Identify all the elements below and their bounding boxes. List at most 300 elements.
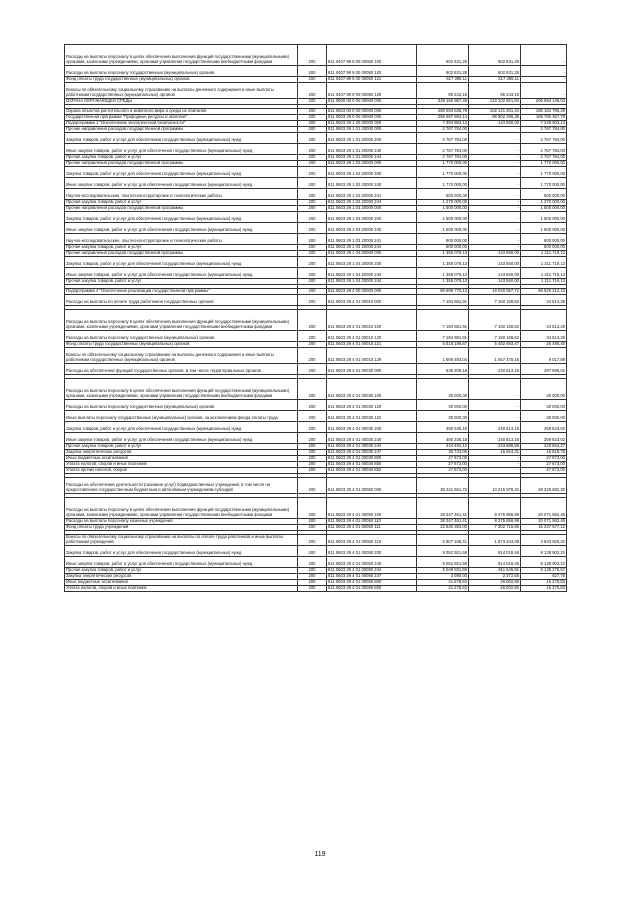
executed-amount-cell: -: [469, 206, 521, 212]
executed-amount-cell: 1 657 475,15: [469, 348, 521, 364]
approved-amount-cell: 480 335,18: [417, 433, 469, 444]
approved-amount-cell: 27 873,00: [417, 462, 469, 468]
budget-classification-code-cell: 811 0603 29 1 02 20000 241: [327, 189, 417, 200]
budget-classification-code-cell: 811 0603 29 4 01 00050 247: [327, 574, 417, 580]
admin-code-cell: 200: [298, 109, 327, 115]
executed-amount-cell: 123 102 821,84: [469, 99, 521, 105]
executed-amount-cell: -: [469, 411, 521, 422]
approved-amount-cell: 9 052 921,68: [417, 546, 469, 557]
budget-expenditure-table: [64, 44, 567, 592]
budget-classification-code-cell: 811 0603 29 1 01 20000 240: [327, 144, 417, 155]
budget-report-sheet: [64, 44, 566, 592]
approved-amount-cell: 5 518 188,67: [417, 342, 469, 348]
row-name-cell: Закупка энергетических ресурсов: [65, 574, 298, 580]
budget-classification-code-cell: 811 0600 00 0 00 00000 000: [327, 99, 417, 105]
admin-code-cell: 200: [298, 155, 327, 161]
unexecuted-amount-cell: 28 225 682,30: [521, 478, 567, 494]
table-row: [65, 331, 567, 342]
executed-amount-cell: 26 002,80: [469, 580, 521, 586]
admin-code-cell: 200: [298, 234, 327, 245]
table-row: [65, 546, 567, 557]
row-name-cell: Закупка товаров, работ и услуг для обеспечения государственных (муниципальных) нужд: [65, 133, 298, 144]
budget-classification-code-cell: 811 0603 29 4 01 00030 100: [327, 379, 417, 400]
admin-code-cell: 200: [298, 200, 327, 206]
row-name-cell: Иные выплаты персоналу государственных (муниципальных) органов, за исключением фонда оплаты труда: [65, 411, 298, 422]
row-name-cell: Расходы на выплаты по оплате труда работников государственных органов: [65, 295, 298, 306]
budget-classification-code-cell: 811 0603 29 1 03 20000 000: [327, 206, 417, 212]
row-name-cell: Расходы на выплаты персоналу в целях обеспечения выполнения функций государственными (муниципальными) органами, казенными учреждениями, органами управления государственными внебюджетными фондами: [65, 45, 298, 66]
approved-amount-cell: 900 000,00: [417, 234, 469, 245]
row-name-cell: Прочие направления расходов государственной программы: [65, 127, 298, 133]
row-name-cell: Расходы на выплаты персоналу государственных (муниципальных) органов: [65, 66, 298, 77]
budget-classification-code-cell: 811 0603 29 1 02 20000 244: [327, 200, 417, 206]
budget-classification-code-cell: 811 0407 99 9 00 00050 121: [327, 77, 417, 83]
row-name-cell: Прочая закупка товаров, работ и услуг: [65, 279, 298, 285]
unexecuted-amount-cell: 4 833 925,32: [521, 535, 567, 546]
admin-code-cell: 200: [298, 568, 327, 574]
row-name-cell: Взносы по обязательному социальному страхованию на выплаты денежного содержания и иные выплаты работникам государственных (муниципальных) органов: [65, 348, 298, 364]
admin-code-cell: 200: [298, 289, 327, 295]
approved-amount-cell: 1 355 079,13: [417, 251, 469, 257]
approved-amount-cell: 1 770 000,00: [417, 161, 469, 167]
approved-amount-cell: 85 243,18: [417, 83, 469, 99]
approved-amount-cell: 1 355 079,13: [417, 279, 469, 285]
approved-amount-cell: 266 587 694,14: [417, 115, 469, 121]
table-row: [65, 557, 567, 568]
row-name-cell: Фонд оплаты труда учреждений: [65, 525, 298, 531]
budget-classification-code-cell: 811 0603 29 1 02 20000 000: [327, 161, 417, 167]
admin-code-cell: 200: [298, 364, 327, 375]
admin-code-cell: 200: [298, 268, 327, 279]
approved-amount-cell: 89 699 770,13: [417, 289, 469, 295]
approved-amount-cell: 1 500 000,00: [417, 206, 469, 212]
budget-classification-code-cell: 811 0603 29 4 01 00030 850: [327, 462, 417, 468]
table-row: [65, 535, 567, 546]
budget-classification-code-cell: 811 0407 99 9 00 00050 100: [327, 45, 417, 66]
row-name-cell: ОХРАНА ОКРУЖАЮЩЕЙ СРЕДЫ: [65, 99, 298, 105]
unexecuted-amount-cell: 1 770 000,00: [521, 178, 567, 189]
unexecuted-amount-cell: -: [521, 77, 567, 83]
admin-code-cell: 200: [298, 331, 327, 342]
unexecuted-amount-cell: -: [521, 66, 567, 77]
budget-classification-code-cell: 811 0603 29 1 01 20000 000: [327, 127, 417, 133]
unexecuted-amount-cell: 500 000,00: [521, 189, 567, 200]
table-row: [65, 364, 567, 375]
admin-code-cell: 200: [298, 586, 327, 592]
budget-classification-code-cell: 811 0603 29 4 01 00050 119: [327, 535, 417, 546]
admin-code-cell: 200: [298, 223, 327, 234]
budget-classification-code-cell: 811 0407 99 9 00 00050 120: [327, 66, 417, 77]
unexecuted-amount-cell: 1 770 000,00: [521, 167, 567, 178]
unexecuted-amount-cell: 1 211 719,13: [521, 251, 567, 257]
budget-classification-code-cell: 811 0603 29 1 04 20000 000: [327, 251, 417, 257]
approved-amount-cell: 1 770 000,00: [417, 178, 469, 189]
table-row: [65, 234, 567, 245]
executed-amount-cell: 517 388,11: [469, 77, 521, 83]
row-name-cell: Расходы на выплаты персоналу казенных учреждений: [65, 519, 298, 525]
table-row: [65, 144, 567, 155]
admin-code-cell: 200: [298, 478, 327, 494]
admin-code-cell: 200: [298, 348, 327, 364]
budget-classification-code-cell: 811 0603 29 1 00 00000 000: [327, 121, 417, 127]
table-row: [65, 433, 567, 444]
approved-amount-cell: 7 184 681,91: [417, 331, 469, 342]
admin-code-cell: 200: [298, 546, 327, 557]
approved-amount-cell: 7 394 883,13: [417, 121, 469, 127]
executed-amount-cell: -: [469, 161, 521, 167]
unexecuted-amount-cell: 27 873,00: [521, 456, 567, 462]
page-number: 119: [314, 851, 326, 858]
row-name-cell: Иные закупки товаров, работ и услуг для обеспечения государственных (муниципальных) нужд: [65, 144, 298, 155]
executed-amount-cell: -: [469, 144, 521, 155]
table-row: [65, 478, 567, 494]
unexecuted-amount-cell: 169 785 367,79: [521, 115, 567, 121]
admin-code-cell: 200: [298, 411, 327, 422]
unexecuted-amount-cell: 15 237 577,12: [521, 525, 567, 531]
executed-amount-cell: -: [469, 245, 521, 251]
admin-code-cell: 200: [298, 212, 327, 223]
row-name-cell: Расходы на выплаты персоналу в целях обеспечения выполнения функций государственными (муниципальными) органами, казенными учреждениями, органами управления государственными внебюджетными фондами: [65, 498, 298, 519]
budget-classification-code-cell: 811 0603 29 1 02 20000 240: [327, 178, 417, 189]
table-row: [65, 178, 567, 189]
table-row: [65, 45, 567, 66]
table-row: [65, 223, 567, 234]
executed-amount-cell: -: [469, 462, 521, 468]
unexecuted-amount-cell: 8 138 903,22: [521, 546, 567, 557]
admin-code-cell: 200: [298, 525, 327, 531]
admin-code-cell: 200: [298, 144, 327, 155]
executed-amount-cell: 85 243,18: [469, 83, 521, 99]
executed-amount-cell: -: [469, 400, 521, 411]
executed-amount-cell: -: [469, 212, 521, 223]
budget-classification-code-cell: 811 0603 29 1 03 20000 240: [327, 223, 417, 234]
row-name-cell: Прочая закупка товаров, работ и услуг: [65, 200, 298, 206]
row-name-cell: Научно-исследовательские, опытно-конструкторские и технологические работы: [65, 234, 298, 245]
approved-amount-cell: 535 209,18: [417, 364, 469, 375]
budget-classification-code-cell: 811 0603 29 1 01 20000 244: [327, 155, 417, 161]
executed-amount-cell: -: [469, 223, 521, 234]
row-name-cell: Иные закупки товаров, работ и услуг для обеспечения государственных (муниципальных) нужд: [65, 178, 298, 189]
executed-amount-cell: 26 002,80: [469, 586, 521, 592]
unexecuted-amount-cell: 27 873,00: [521, 462, 567, 468]
row-name-cell: Закупка товаров, работ и услуг для обеспечения государственных (муниципальных) нужд: [65, 167, 298, 178]
table-row: [65, 498, 567, 519]
approved-amount-cell: 329 185 957,48: [417, 99, 469, 105]
executed-amount-cell: 19 020 557,72: [469, 289, 521, 295]
unexecuted-amount-cell: 220 864,27: [521, 444, 567, 450]
executed-amount-cell: 240 613,16: [469, 364, 521, 375]
executed-amount-cell: 240 613,16: [469, 433, 521, 444]
executed-amount-cell: 98 802 296,35: [469, 115, 521, 121]
executed-amount-cell: 2 372,55: [469, 574, 521, 580]
admin-code-cell: 200: [298, 574, 327, 580]
approved-amount-cell: 1 355 079,13: [417, 268, 469, 279]
admin-code-cell: 200: [298, 450, 327, 456]
table-row: [65, 133, 567, 144]
admin-code-cell: 200: [298, 462, 327, 468]
row-name-cell: Расходы на выплаты персоналу в целях обеспечения выполнения функций государственными (муниципальными) органами, казенными учреждениями, органами управления государственными внебюджетными фондами: [65, 310, 298, 331]
executed-amount-cell: 5 492 693,47: [469, 342, 521, 348]
executed-amount-cell: 240 613,16: [469, 422, 521, 433]
row-name-cell: Расходы на выплаты персоналу в целях обеспечения выполнения функций государственными (муниципальными) органами, казенными учреждениями, органами управления государственными внебюджетными фондами: [65, 379, 298, 400]
unexecuted-amount-cell: 186 182 786,29: [521, 109, 567, 115]
admin-code-cell: 200: [298, 444, 327, 450]
executed-amount-cell: 7 150 168,62: [469, 295, 521, 306]
approved-amount-cell: 22 540 393,00: [417, 525, 469, 531]
row-name-cell: Закупка товаров, работ и услуг для обеспечения государственных (муниципальных) нужд: [65, 212, 298, 223]
executed-amount-cell: 602 631,28: [469, 45, 521, 66]
row-name-cell: Взносы по обязательному социальному страхованию на выплаты денежного содержания и иные выплаты работникам государственных (муниципальных) органов: [65, 83, 298, 99]
table-row: [65, 411, 567, 422]
admin-code-cell: 200: [298, 251, 327, 257]
table-row: [65, 212, 567, 223]
approved-amount-cell: 1 355 079,13: [417, 257, 469, 268]
row-name-cell: Государственная программа "Природные ресурсы и экология": [65, 115, 298, 121]
approved-amount-cell: 1 666 493,04: [417, 348, 469, 364]
budget-classification-code-cell: 811 0603 29 4 01 00050 110: [327, 519, 417, 525]
admin-code-cell: 200: [298, 468, 327, 474]
unexecuted-amount-cell: -: [521, 83, 567, 99]
approved-amount-cell: 288 593 638,79: [417, 109, 469, 115]
executed-amount-cell: 102 121 831,44: [469, 109, 521, 115]
executed-amount-cell: 911 545,91: [469, 568, 521, 574]
budget-classification-code-cell: 811 0603 29 4 01 00050 000: [327, 478, 417, 494]
unexecuted-amount-cell: 2 767 784,00: [521, 144, 567, 155]
unexecuted-amount-cell: 30 000,00: [521, 400, 567, 411]
approved-amount-cell: 27 873,00: [417, 456, 469, 462]
admin-code-cell: 200: [298, 433, 327, 444]
admin-code-cell: 200: [298, 45, 327, 66]
executed-amount-cell: -: [469, 167, 521, 178]
row-name-cell: Расходы на выплаты персоналу государственных (муниципальных) органов: [65, 331, 298, 342]
executed-amount-cell: 143 560,00: [469, 268, 521, 279]
unexecuted-amount-cell: 20 071 562,45: [521, 519, 567, 525]
executed-amount-cell: 223 688,85: [469, 444, 521, 450]
approved-amount-cell: 9 052 921,68: [417, 557, 469, 568]
row-name-cell: Расходы на выплаты персоналу государственных (муниципальных) органов: [65, 400, 298, 411]
row-name-cell: Иные закупки товаров, работ и услуг для обеспечения государственных (муниципальных) нужд: [65, 557, 298, 568]
admin-code-cell: 200: [298, 133, 327, 144]
executed-amount-cell: 602 631,28: [469, 66, 521, 77]
admin-code-cell: 200: [298, 115, 327, 121]
row-name-cell: Прочие направления расходов государственной программы: [65, 206, 298, 212]
approved-amount-cell: 41 278,63: [417, 580, 469, 586]
unexecuted-amount-cell: -: [521, 45, 567, 66]
table-row: [65, 83, 567, 99]
unexecuted-amount-cell: 20 071 562,45: [521, 498, 567, 519]
approved-amount-cell: 28 347 461,41: [417, 498, 469, 519]
row-name-cell: Фонд оплаты труда государственных (муниципальных) органов: [65, 342, 298, 348]
row-name-cell: Закупка товаров, работ и услуг для обеспечения государственных (муниципальных) нужд: [65, 546, 298, 557]
executed-amount-cell: -: [469, 234, 521, 245]
unexecuted-amount-cell: 18 818,75: [521, 450, 567, 456]
budget-classification-code-cell: 811 0603 29 4 01 00010 000: [327, 295, 417, 306]
table-body: [65, 45, 567, 592]
executed-amount-cell: 143 560,00: [469, 251, 521, 257]
unexecuted-amount-cell: 206 084 146,04: [521, 99, 567, 105]
approved-amount-cell: 2 767 784,00: [417, 133, 469, 144]
approved-amount-cell: 480 335,18: [417, 422, 469, 433]
unexecuted-amount-cell: 1 211 719,13: [521, 268, 567, 279]
table-row: [65, 167, 567, 178]
budget-classification-code-cell: 811 0603 29 4 01 00010 100: [327, 310, 417, 331]
row-name-cell: Научно-исследовательские, опытно-конструкторские и технологические работы: [65, 189, 298, 200]
admin-code-cell: 200: [298, 535, 327, 546]
row-name-cell: Прочие направления расходов государственной программы: [65, 161, 298, 167]
admin-code-cell: 200: [298, 161, 327, 167]
executed-amount-cell: -: [469, 127, 521, 133]
unexecuted-amount-cell: 1 500 000,00: [521, 206, 567, 212]
row-name-cell: Уплата налогов, сборов и иных платежей: [65, 462, 298, 468]
budget-classification-code-cell: 811 0603 29 4 01 00030 852: [327, 468, 417, 474]
approved-amount-cell: 2 767 784,00: [417, 127, 469, 133]
executed-amount-cell: -: [469, 379, 521, 400]
executed-amount-cell: -: [469, 178, 521, 189]
budget-classification-code-cell: 811 0603 00 0 00 00000 000: [327, 109, 417, 115]
executed-amount-cell: 914 018,46: [469, 557, 521, 568]
approved-amount-cell: 1 500 000,00: [417, 212, 469, 223]
executed-amount-cell: 8 275 856,96: [469, 519, 521, 525]
budget-classification-code-cell: 811 0603 29 4 01 00030 122: [327, 411, 417, 422]
executed-amount-cell: 7 302 715,66: [469, 525, 521, 531]
row-name-cell: Прочая закупка товаров, работ и услуг: [65, 245, 298, 251]
admin-code-cell: 200: [298, 379, 327, 400]
executed-amount-cell: -: [469, 200, 521, 206]
admin-code-cell: 200: [298, 295, 327, 306]
budget-classification-code-cell: 811 0603 29 4 01 00030 000: [327, 364, 417, 375]
approved-amount-cell: 28 347 461,41: [417, 519, 469, 525]
budget-classification-code-cell: 811 0603 29 1 03 20000 241: [327, 234, 417, 245]
table-row: [65, 66, 567, 77]
budget-classification-code-cell: 811 0603 29 4 01 00010 129: [327, 348, 417, 364]
executed-amount-cell: 143 560,00: [469, 257, 521, 268]
budget-classification-code-cell: 811 0603 29 4 01 00030 200: [327, 422, 417, 433]
executed-amount-cell: 143 560,00: [469, 279, 521, 285]
unexecuted-amount-cell: 15 275,83: [521, 580, 567, 586]
approved-amount-cell: 41 278,63: [417, 586, 469, 592]
table-row: [65, 379, 567, 400]
approved-amount-cell: 3 090,00: [417, 574, 469, 580]
row-name-cell: Прочая закупка товаров, работ и услуг: [65, 155, 298, 161]
budget-classification-code-cell: 811 0603 29 4 01 00050 244: [327, 568, 417, 574]
approved-amount-cell: 9 049 831,68: [417, 568, 469, 574]
unexecuted-amount-cell: 68 529 212,43: [521, 289, 567, 295]
admin-code-cell: 200: [298, 498, 327, 519]
admin-code-cell: 200: [298, 422, 327, 433]
approved-amount-cell: 444 492,12: [417, 444, 469, 450]
unexecuted-amount-cell: 1 211 719,13: [521, 279, 567, 285]
admin-code-cell: 200: [298, 127, 327, 133]
approved-amount-cell: 517 388,11: [417, 77, 469, 83]
unexecuted-amount-cell: 30 000,00: [521, 379, 567, 400]
budget-classification-code-cell: 811 0603 29 1 02 20000 200: [327, 167, 417, 178]
approved-amount-cell: 1 270 000,00: [417, 200, 469, 206]
unexecuted-amount-cell: 8 138 275,57: [521, 568, 567, 574]
unexecuted-amount-cell: 259 623,02: [521, 433, 567, 444]
admin-code-cell: 200: [298, 342, 327, 348]
approved-amount-cell: 27 873,00: [417, 468, 469, 474]
row-name-cell: Иные закупки товаров, работ и услуг для обеспечения государственных (муниципальных) нужд: [65, 268, 298, 279]
admin-code-cell: 200: [298, 245, 327, 251]
admin-code-cell: 200: [298, 77, 327, 83]
table-row: [65, 586, 567, 592]
unexecuted-amount-cell: 27 873,00: [521, 468, 567, 474]
budget-classification-code-cell: 811 0603 29 4 01 00050 200: [327, 546, 417, 557]
budget-classification-code-cell: 811 0603 29 1 03 20000 244: [327, 245, 417, 251]
unexecuted-amount-cell: 1 770 000,00: [521, 161, 567, 167]
admin-code-cell: 200: [298, 279, 327, 285]
row-name-cell: Расходы на обеспечение деятельности (оказание услуг) подведомственных учреждений, в том числе на предоставление государственным бюджетным и автономным учреждениям субсидий: [65, 478, 298, 494]
approved-amount-cell: 30 000,00: [417, 379, 469, 400]
admin-code-cell: 200: [298, 310, 327, 331]
approved-amount-cell: 1 770 000,00: [417, 167, 469, 178]
row-name-cell: Закупка энергетических ресурсов: [65, 450, 298, 456]
unexecuted-amount-cell: 7 249 903,13: [521, 121, 567, 127]
budget-classification-code-cell: 811 0603 29 1 03 20000 200: [327, 212, 417, 223]
admin-code-cell: 200: [298, 257, 327, 268]
table-row: [65, 400, 567, 411]
row-name-cell: Взносы по обязательному социальному страхованию на выплаты по оплате труда работников и иные выплаты работникам учреждений: [65, 535, 298, 546]
admin-code-cell: 200: [298, 66, 327, 77]
row-name-cell: Прочие направления расходов государственной программы: [65, 251, 298, 257]
admin-code-cell: 200: [298, 206, 327, 212]
executed-amount-cell: 143 580,00: [469, 121, 521, 127]
executed-amount-cell: -: [469, 468, 521, 474]
unexecuted-amount-cell: 2 767 784,00: [521, 155, 567, 161]
approved-amount-cell: 1 500 000,00: [417, 223, 469, 234]
row-name-cell: Уплата налогов, сборов и иных платежей: [65, 586, 298, 592]
unexecuted-amount-cell: 2 767 784,00: [521, 127, 567, 133]
admin-code-cell: 200: [298, 189, 327, 200]
unexecuted-amount-cell: 1 500 000,00: [521, 223, 567, 234]
unexecuted-amount-cell: 25 495,40: [521, 342, 567, 348]
executed-amount-cell: 914 018,46: [469, 546, 521, 557]
row-name-cell: Иные бюджетные ассигнования: [65, 580, 298, 586]
budget-classification-code-cell: 811 0603 29 4 01 00030 240: [327, 433, 417, 444]
executed-amount-cell: 8 275 856,96: [469, 498, 521, 519]
budget-classification-code-cell: 811 0603 29 4 01 00050 850: [327, 586, 417, 592]
budget-classification-code-cell: 811 0603 29 4 01 00050 100: [327, 498, 417, 519]
executed-amount-cell: -: [469, 133, 521, 144]
admin-code-cell: 200: [298, 167, 327, 178]
row-name-cell: Прочая закупка товаров, работ и услуг: [65, 568, 298, 574]
unexecuted-amount-cell: 2 767 784,00: [521, 133, 567, 144]
row-name-cell: Подпрограмма 4 "Обеспечение реализации государственной программы": [65, 289, 298, 295]
row-name-cell: Уплата прочих налогов, сборов: [65, 468, 298, 474]
approved-amount-cell: 2 767 784,00: [417, 155, 469, 161]
unexecuted-amount-cell: 15 275,83: [521, 586, 567, 592]
budget-classification-code-cell: 811 0603 29 4 00 00000 000: [327, 289, 417, 295]
approved-amount-cell: 500 000,00: [417, 189, 469, 200]
table-row: [65, 422, 567, 433]
executed-amount-cell: 7 150 168,62: [469, 331, 521, 342]
unexecuted-amount-cell: 34 513,29: [521, 331, 567, 342]
row-name-cell: Фонд оплаты труда государственных (муниципальных) органов: [65, 77, 298, 83]
admin-code-cell: 200: [298, 121, 327, 127]
row-name-cell: Иные закупки товаров, работ и услуг для обеспечения государственных (муниципальных) нужд: [65, 433, 298, 444]
admin-code-cell: 200: [298, 400, 327, 411]
executed-amount-cell: -: [469, 189, 521, 200]
admin-code-cell: 200: [298, 456, 327, 462]
row-name-cell: Иные закупки товаров, работ и услуг для обеспечения государственных (муниципальных) нужд: [65, 223, 298, 234]
approved-amount-cell: 5 807 168,41: [417, 535, 469, 546]
budget-classification-code-cell: 811 0603 29 4 01 00010 120: [327, 331, 417, 342]
admin-code-cell: 200: [298, 99, 327, 105]
approved-amount-cell: 7 184 681,91: [417, 295, 469, 306]
table-row: [65, 257, 567, 268]
executed-amount-cell: 7 150 168,62: [469, 310, 521, 331]
budget-classification-code-cell: 811 0603 29 1 04 20000 240: [327, 268, 417, 279]
